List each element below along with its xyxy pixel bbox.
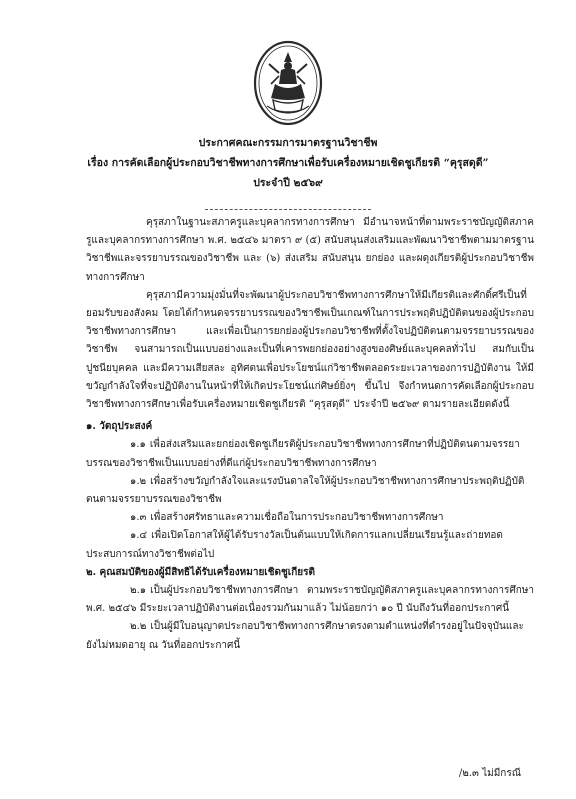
intro-paragraph: คุรุสภามีความมุ่งมั่นที่จะพัฒนาผู้ประกอบวิชาชีพทางการศึกษาให้มีเกียรติและศักดิ์ศรีเป็นที่ยอมรับของสังคม โดยได้กำหนดจรรยาบรรณของวิชาชีพเป็นเกณฑ์ในการประพฤติปฏิบัติตนของผู้ประกอบวิชาชีพทางการศึกษา และเพื่อเป็นการยกย่องผู้ประกอบวิชาชีพที่ตั้งใจปฏิบัติตนตามจรรยาบรรณของวิชาชีพ จนสามารถเป็นแบบอย่างและเป็นที่เคารพยกย่องอย่างสูงของศิษย์และบุคคลทั่วไป สมกับเป็นปูชนียบุคคล และมีความเสียสละ อุทิศตนเพื่อประโยชน์แก่วิชาชีพตลอดระยะเวลาของการปฏิบัติงาน ให้มีขวัญกำลังใจที่จะปฏิบัติงานในหน้าที่ให้เกิดประโยชน์แก่ศิษย์ยิ่งๆ ขึ้นไป จึงกำหนดการคัดเลือกผู้ประกอบวิชาชีพทางการศึกษาเพื่อรับเครื่องหมายเชิดชูเกียรติ “คุรุสดุดี” ประจำปี ๒๕๖๙ ตามรายละเอียดดังนี้ <box>86 289 534 411</box>
intro-paragraph: คุรุสภาในฐานะสภาครูและบุคลากรทางการศึกษา มีอำนาจหน้าที่ตามพระราชบัญญัติสภาครูและบุคลากรทางการศึกษา พ.ศ. ๒๕๔๖ มาตรา ๙ (๕) สนับสนุนส่งเสริมและพัฒนาวิชาชีพตามมาตรฐานวิชาชีพและจรรยาบรรณของวิชาชีพ และ (๖) ส่งเสริม สนับสนุน ยกย่อง และผดุงเกียรติผู้ประกอบวิชาชีพทางการศึกษา <box>86 217 534 283</box>
section-heading: ๒. คุณสมบัติของผู้มีสิทธิได้รับเครื่องหมายเชิดชูเกียรติ <box>86 566 315 578</box>
list-item <box>86 436 534 472</box>
list-item <box>86 527 534 563</box>
item-text: เพื่อสร้างศรัทธาและความเชื่อถือในการประกอบวิชาชีพทางการศึกษา <box>150 512 444 524</box>
item-number: ๑.๓ <box>130 512 147 524</box>
list-item <box>86 582 534 618</box>
page-continuation: /๒.๓ ไม่มีกรณี <box>458 768 521 779</box>
list-item <box>86 618 534 654</box>
announcement-subject: เรื่อง การคัดเลือกผู้ประกอบวิชาชีพทางการศึกษาเพื่อรับเครื่องหมายเชิดชูเกียรติ “คุรุสดุดี” <box>87 157 489 169</box>
document-body <box>86 214 534 655</box>
announcement-year: ประจำปี ๒๕๖๙ <box>253 177 323 189</box>
item-number: ๑.๔ <box>130 530 148 542</box>
list-item <box>86 509 534 527</box>
item-text: เพื่อสร้างขวัญกำลังใจและแรงบันดาลใจให้ผู้ประกอบวิชาชีพทางการศึกษาประพฤติปฏิบัติตนตามจรรยาบรรณของวิชาชีพ <box>86 475 525 506</box>
item-text: เพื่อเปิดโอกาสให้ผู้ได้รับรางวัลเป็นต้นแบบให้เกิดการแลกเปลี่ยนเรียนรู้และถ่ายทอดประสบการณ์ทางวิชาชีพต่อไป <box>86 530 503 560</box>
item-text: เป็นผู้มีใบอนุญาตประกอบวิชาชีพทางการศึกษาตรงตามตำแหน่งที่ดำรงอยู่ในปัจจุบันและยังไม่หมดอายุ ณ วันที่ออกประกาศนี้ <box>86 621 524 651</box>
item-number: ๑.๑ <box>130 439 146 451</box>
item-text: เป็นผู้ประกอบวิชาชีพทางการศึกษา ตามพระราชบัญญัติสภาครูและบุคลากรทางการศึกษา พ.ศ. ๒๕๔๖ มีระยะเวลาปฏิบัติงานต่อเนื่องรวมกันมาแล้ว ไม่น้อยกว่า ๑๐ ปี นับถึงวันที่ออกประกาศนี้ <box>86 585 534 615</box>
teachers-council-emblem-icon <box>253 40 323 126</box>
item-text: เพื่อส่งเสริมและยกย่องเชิดชูเกียรติผู้ประกอบวิชาชีพทางการศึกษาที่ปฏิบัติตนตามจรรยาบรรณของวิชาชีพเป็นแบบอย่างที่ดีแก่ผู้ประกอบวิชาชีพทางการศึกษา <box>86 439 520 469</box>
title-divider <box>205 209 371 210</box>
item-number: ๒.๑ <box>130 585 147 597</box>
section-heading: ๑. วัตถุประสงค์ <box>86 421 153 433</box>
list-item <box>86 473 534 509</box>
item-number: ๒.๒ <box>130 621 147 633</box>
item-number: ๑.๒ <box>130 475 147 487</box>
announcement-issuer: ประกาศคณะกรรมการมาตรฐานวิชาชีพ <box>198 137 378 149</box>
